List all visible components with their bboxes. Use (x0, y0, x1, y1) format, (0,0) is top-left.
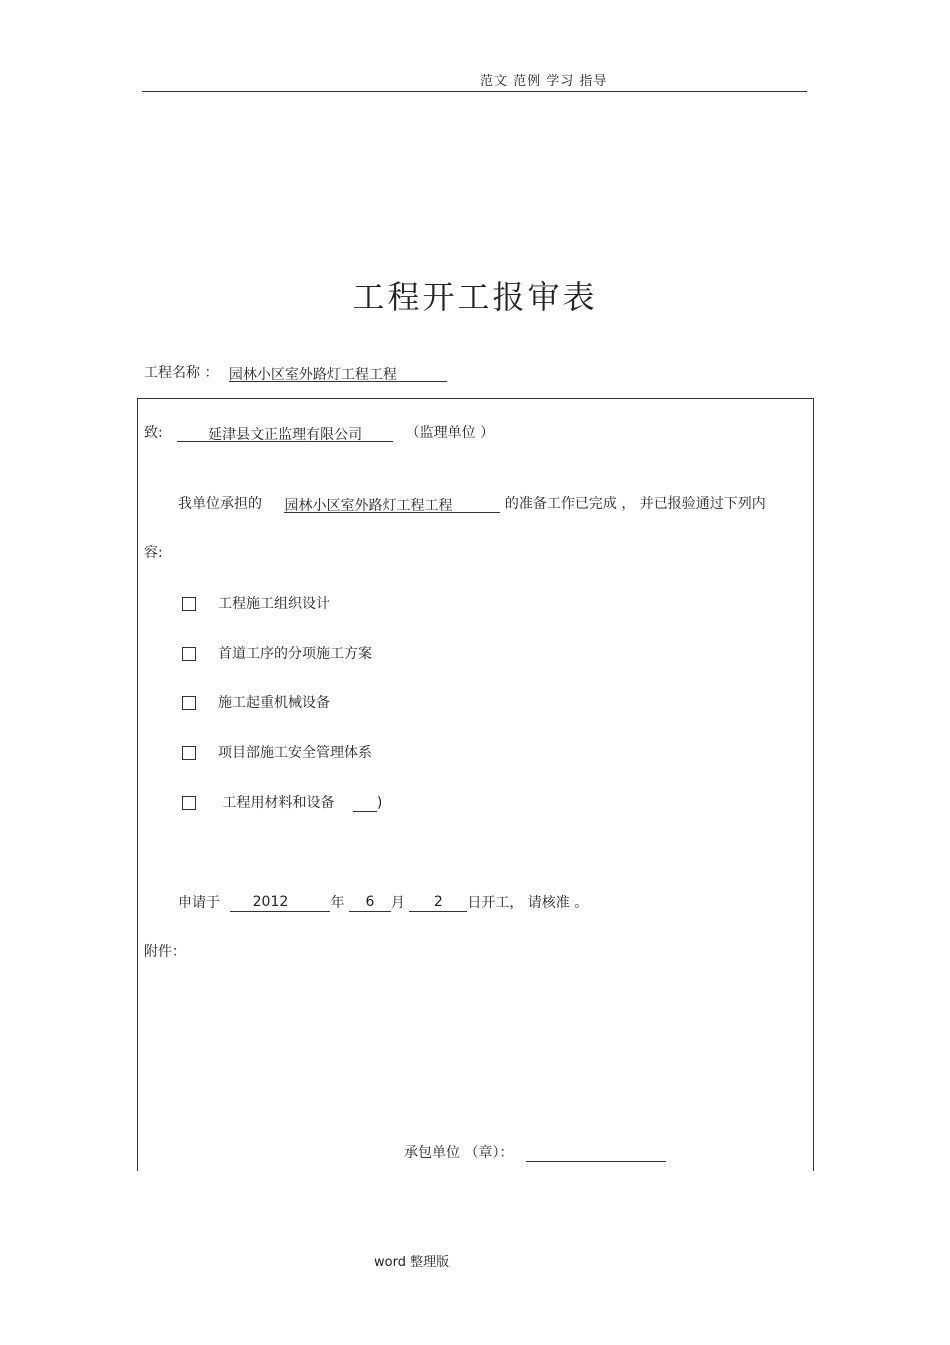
checklist-tail: ) (376, 795, 383, 811)
checklist-label: 工程用材料和设备 (218, 795, 335, 811)
checkbox[interactable] (182, 597, 196, 611)
intro-line (178, 493, 766, 513)
intro-suffix: 的准备工作已完成 ， 并已报验通过下列内 (504, 496, 766, 512)
checklist-label: 工程施工组织设计 (218, 596, 330, 612)
month-value: 6 (365, 894, 375, 910)
checkbox[interactable] (182, 746, 196, 760)
page-footer: word 整理版 (374, 1255, 450, 1270)
checklist-item (182, 742, 372, 762)
day-value: 2 (433, 894, 443, 910)
form-frame (137, 398, 814, 1171)
form-title: 工程开工报审表 (352, 278, 598, 316)
checklist-item (182, 692, 330, 712)
project-name-row (144, 362, 447, 382)
month-field (349, 894, 391, 912)
checkbox[interactable] (182, 647, 196, 661)
year-label: 年 (330, 895, 345, 911)
contractor-signature-field[interactable] (526, 1144, 666, 1162)
project-name-field (229, 364, 447, 382)
supervisor-value: 延津县文正监理有限公司 (208, 427, 363, 443)
checklist-item (182, 593, 330, 613)
checkbox[interactable] (182, 696, 196, 710)
year-value: 2012 (252, 894, 289, 910)
contractor-row (404, 1142, 666, 1162)
checklist-label: 项目部施工安全管理体系 (218, 745, 372, 761)
checklist-label: 施工起重机械设备 (218, 695, 330, 711)
intro-project-field (284, 495, 500, 513)
supervisor-field (177, 424, 393, 442)
checklist-item (182, 643, 372, 663)
intro-project-value: 园林小区室外路灯工程工程 (284, 498, 453, 514)
intro-prefix: 我单位承担的 (178, 496, 262, 512)
to-row (144, 422, 494, 442)
intro-continuation: 容: (144, 545, 163, 561)
day-field (409, 894, 467, 912)
checklist-label: 首道工序的分项施工方案 (218, 646, 372, 662)
project-name-value: 园林小区室外路灯工程工程 (228, 367, 397, 383)
year-field (230, 894, 330, 912)
apply-prefix: 申请于 (178, 895, 220, 911)
to-label: 致: (144, 425, 163, 441)
page-header: 范文 范例 学习 指导 (480, 74, 608, 89)
month-label: 月 (390, 895, 405, 911)
supervisor-suffix: （监理单位 ） (405, 425, 495, 441)
contractor-label: 承包单位 （章）： (404, 1145, 514, 1161)
checklist-item (182, 792, 382, 812)
project-name-label: 工程名称 ： (144, 365, 219, 381)
attachment-label: 附件： (144, 944, 186, 960)
other-blank[interactable] (353, 794, 377, 812)
checkbox[interactable] (182, 796, 196, 810)
apply-suffix: 日开工， 请核准 。 (467, 895, 589, 911)
apply-line (178, 892, 588, 912)
header-divider (142, 91, 807, 92)
